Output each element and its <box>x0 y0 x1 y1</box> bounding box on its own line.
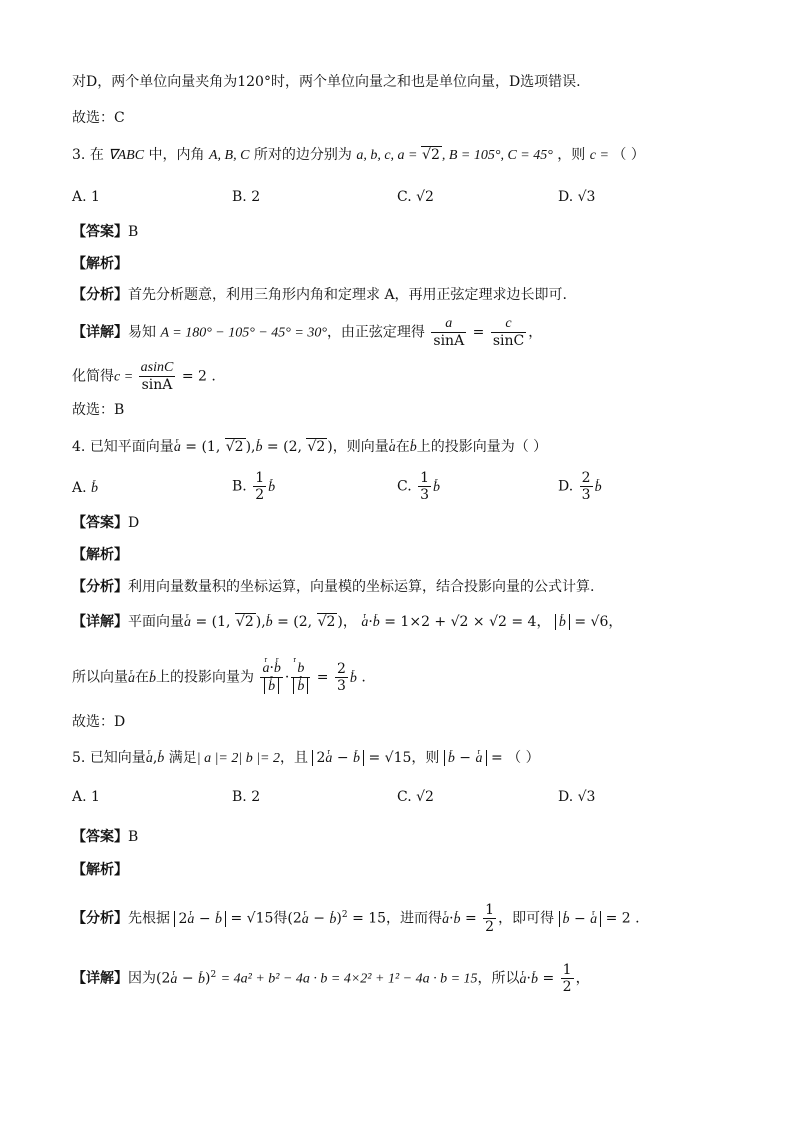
analysis-fenxi: 【分析】先根据 2r a − r b = √15得(2r a − r b)$^2$ = 15，进而得r a·r b = $\frac{1}{2}$ ，即可得 r b − r a = 2 . <box>72 902 640 935</box>
stem-text: ，则 <box>557 147 586 163</box>
option-b: B. 2 <box>232 789 261 805</box>
question-number: 3. <box>72 147 86 163</box>
ask-expression: c = <box>589 148 613 163</box>
analysis-xiangjie: 【详解】因为(2r a − r b)$^2$ = 4a² + b² − 4a · b = 4×2² + 1² − 4a · b = 15，所以r a·r b = $\frac{1}{2}$ ， <box>72 962 590 995</box>
sqrt-value: √ 2 <box>421 146 442 163</box>
analysis-title: 【解析】 <box>72 862 128 878</box>
analysis-xiangjie: 【详解】平面向量r a = (1, √ 2 ),r b = (2, √ 2 )， r a·r b = 1×2 + √2 × √2 = 4， r b = √6， <box>72 612 622 633</box>
vector-a: r a <box>174 440 181 455</box>
answer-line: 【答案】B <box>72 829 139 845</box>
option-a: A. 1 <box>72 189 100 205</box>
angle-names: A, B, C <box>208 148 250 163</box>
final-choice: 故选：D <box>72 714 126 730</box>
vector-b: r b <box>255 440 262 455</box>
option-a: A. r b <box>72 478 98 499</box>
analysis-title: 【解析】 <box>72 547 128 563</box>
fraction-c-sinc: $\frac{c}{\sin C}$ <box>492 316 525 349</box>
question-5-stem: 5. 已知向量r a,r b 满足| a |= 2| b |= 2，且 2r a − r b = √15，则 r b − r a = （ ） <box>72 748 540 769</box>
angle-conditions: , B = 105°, C = 45° <box>441 148 553 163</box>
option-d: D. √3 <box>558 189 596 205</box>
option-b: B. $\frac{1}{2}$ r b <box>232 470 275 503</box>
option-a: A. 1 <box>72 789 100 805</box>
answer-choice-c-line: 故选：C <box>72 110 125 126</box>
blank-parens: （ ） <box>612 147 645 163</box>
answer-line: 【答案】B <box>72 224 139 240</box>
fraction-result: $\frac{asinC}{\sin A}$ <box>140 360 174 393</box>
option-b: B. 2 <box>232 189 261 205</box>
option-c: C. √2 <box>397 189 434 205</box>
answer-line: 【答案】D <box>72 515 140 531</box>
paragraph-d-note: 对D，两个单位向量夹角为120°时，两个单位向量之和也是单位向量，D选项错误. <box>72 74 581 90</box>
simplification-line: 化简得c = $\frac{asinC}{\sin A}$ = 2 . <box>72 360 216 393</box>
analysis-fenxi: 【分析】利用向量数量积的坐标运算，向量模的坐标运算，结合投影向量的公式计算. <box>72 579 595 595</box>
option-c: C. √2 <box>397 789 434 805</box>
option-c: C. $\frac{1}{3}$ r b <box>397 470 440 503</box>
question-3-stem <box>72 145 645 166</box>
triangle-symbol: ∇ABC <box>108 148 145 163</box>
stem-text: 在 <box>89 147 104 163</box>
analysis-xiangjie: 【详解】易知 A = 180° − 105° − 45° = 30°，由正弦定理得 $\frac{a}{\sin A}$ = $\frac{c}{\sin C}$ ， <box>72 316 543 349</box>
option-d: D. $\frac{2}{3}$ r b <box>558 470 602 503</box>
projection-line: 所以向量r a在r b上的投影向量为 r a·r b r b · r b r b = $\frac{2}{3}$ r b . <box>72 660 366 695</box>
analysis-fenxi: 【分析】首先分析题意，利用三角形内角和定理求 A，再用正弦定理求边长即可. <box>72 287 568 303</box>
question-4-stem: 4. 已知平面向量r a = (1, √ 2 ),r b = (2, √ 2 )，则向量r a在r b上的投影向量为（ ） <box>72 437 547 458</box>
final-choice: 故选：B <box>72 402 125 418</box>
stem-text: 所对的边分别为 <box>253 147 352 163</box>
side-names: a, b, c, a = <box>356 148 422 163</box>
stem-text: 中，内角 <box>148 147 205 163</box>
analysis-title: 【解析】 <box>72 256 128 272</box>
fraction-a-sina: $\frac{a}{\sin A}$ <box>433 316 465 349</box>
option-d: D. √3 <box>558 789 596 805</box>
